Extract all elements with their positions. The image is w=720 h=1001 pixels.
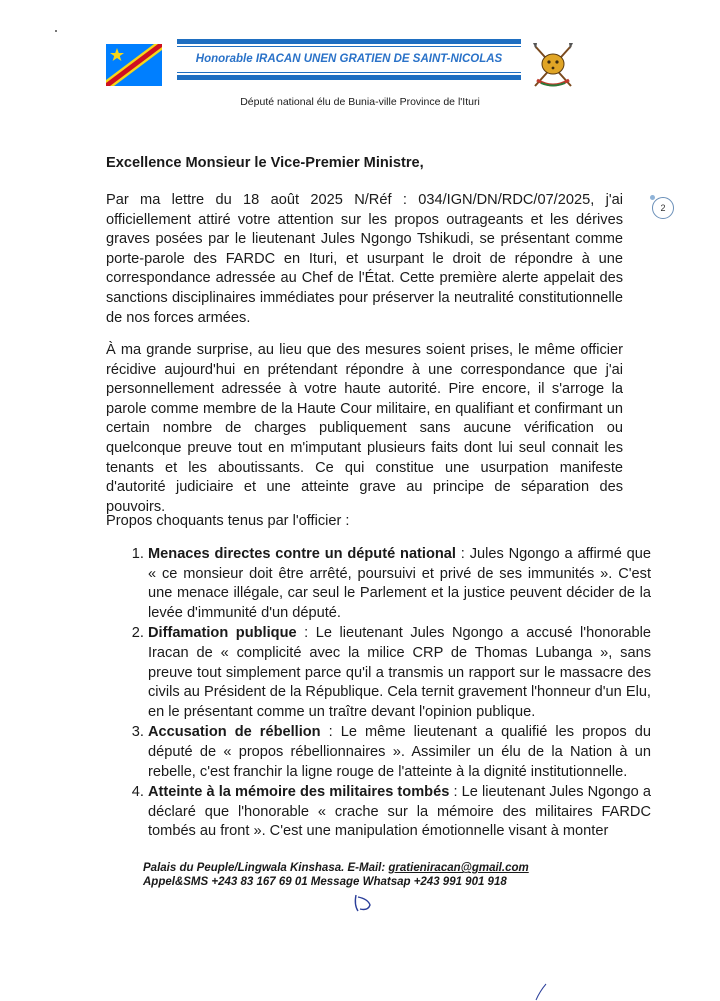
drc-flag-icon (106, 44, 162, 86)
list-item (148, 783, 651, 842)
remarks-list (120, 545, 651, 843)
list-item-text: : Le lieutenant Jules Ngongo a déclaré que l'honorable « crache sur la mémoire des militaires FARDC tombés au front ». C'est une manipulation émotionnelle visant à monter (148, 784, 651, 840)
paragraph-2: À ma grande surprise, au lieu que des mesures soient prises, le même officier récidive aujourd'hui en prétendant répondre à une correspondance que j'ai personnellement adressée à votre haute autorité. Pire encore, il s'arroge la parole comme membre de la Haute Cour militaire, en qualifiant et confirmant un certain nombre de charges publiquement sans aucune vérification ou quelconque preuve tout en m'imputant plusieurs faits dont lui seul connait les tenants et les aboutissants. Ce qui constitue une usurpation manifeste d'autorité judiciaire et une atteinte grave au principe de séparation des pouvoirs. (106, 342, 623, 515)
footer-contact (143, 861, 583, 889)
banner-top-rule (177, 46, 521, 47)
list-item-title: Diffamation publique (148, 625, 297, 642)
footer-email: gratieniracan@gmail.com (388, 862, 529, 874)
paragraph-1: Par ma lettre du 18 août 2025 N/Réf : 034/IGN/DN/RDC/07/2025, j'ai officiellement attiré votre attention sur les propos outrageants et les dérives graves posées par le lieutenant Jules Ngongo Tshikudi, se présentant comme porte-parole des FARDC en Ituri, et usurpant le droit de répondre à une correspondance adressée au Chef de l'État. Cette première alerte appelait des sanctions disciplinaires immédiates pour préserver la neutralité constitutionnelle de nos forces armées. (106, 192, 623, 326)
banner-top-bar (177, 39, 521, 44)
list-item (148, 624, 651, 722)
list-item-title: Atteinte à la mémoire des militaires tombés (148, 784, 450, 801)
page-number: 2 (652, 197, 674, 219)
scan-speck (55, 30, 57, 32)
coat-of-arms-icon (527, 40, 579, 92)
pen-stroke-mark (534, 983, 548, 1001)
handwritten-initial (350, 891, 376, 915)
header-banner (177, 39, 521, 80)
banner-bottom-rule (177, 72, 521, 73)
list-item-text: : Le même lieutenant a qualifié les propos du député de « propos rébellionnaires ». Assimiler un élu de la Nation à un rebelle, c'est franchir la ligne rouge de l'atteinte à la dignité institutionnelle. (148, 724, 651, 780)
list-item-title: Menaces directes contre un député national (148, 546, 456, 562)
footer-address-line (143, 861, 583, 875)
list-item-text: : Jules Ngongo a affirmé que « ce monsieur doit être arrêté, poursuivi et privé de ses immunités ». C'est une menace illégale, car seul le Parlement et la justice peuvent décider de la levée d'immunité d'un député. (148, 546, 651, 621)
footer-phones: Appel&SMS +243 83 167 69 01 Message Whatsap +243 991 901 918 (143, 876, 507, 888)
list-item-text: : Le lieutenant Jules Ngongo a accusé l'honorable Iracan de « complicité avec la milice CRP de Thomas Lubanga », sans preuve tout simplement parce qu'il a transmis un rapport sur le massacre des civils au Président de la République. Cela ternit gravement l'honneur d'un Elu, en le présentant comme un traître devant l'opinion publique. (148, 625, 651, 720)
list-item (148, 723, 651, 782)
list-intro: Propos choquants tenus par l'officier : (106, 513, 350, 529)
banner-bottom-bar (177, 75, 521, 80)
footer-address: Palais du Peuple/Lingwala Kinshasa. E-Mail: (143, 862, 389, 874)
deputy-name: Honorable IRACAN UNEN GRATIEN DE SAINT-NICOLAS (195, 53, 503, 65)
deputy-title: Député national élu de Bunia-ville Province de l'Ituri (240, 96, 480, 108)
list-item (148, 545, 651, 623)
list-item-title: Accusation de rébellion (148, 724, 321, 741)
salutation: Excellence Monsieur le Vice-Premier Ministre, (106, 155, 424, 171)
